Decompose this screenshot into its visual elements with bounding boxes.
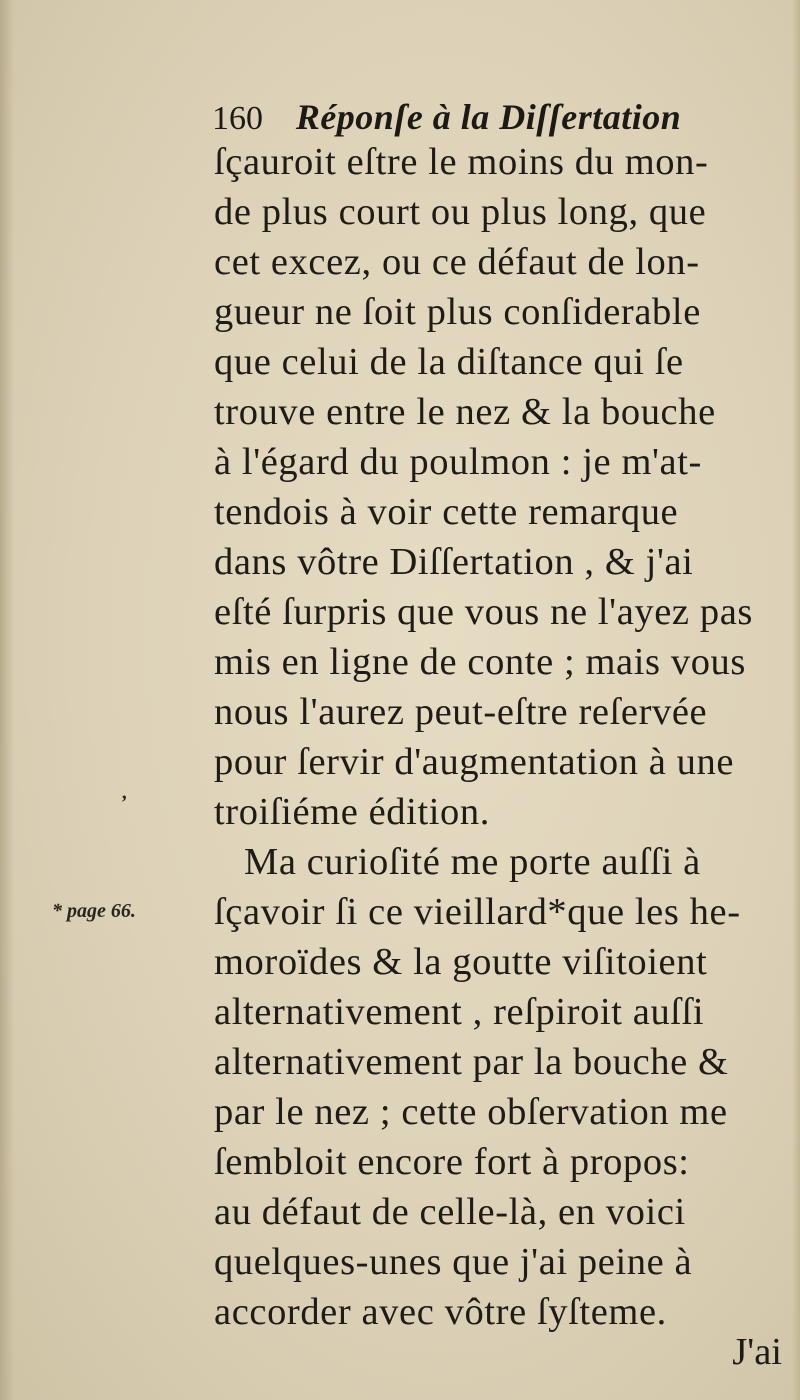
text-line: de plus court ou plus long, que (214, 191, 707, 233)
margin-reference: * page 66. (52, 900, 136, 922)
text-line: quelques-unes que j'ai peine à (214, 1241, 693, 1283)
text-line: ſçavoir ſi ce vieillard*que les he- (214, 891, 741, 933)
text-line: nous l'aurez peut-eſtre reſervée (214, 691, 708, 733)
margin-mark: ʼ (120, 792, 127, 814)
text-line: moroïdes & la goutte viſitoient (214, 941, 708, 983)
running-header (212, 96, 681, 138)
text-line: troiſiéme édition. (214, 791, 490, 833)
text-line: au défaut de celle-là, en voici (214, 1191, 686, 1233)
text-line: eſté ſurpris que vous ne l'ayez pas (214, 591, 753, 633)
text-line: trouve entre le nez & la bouche (214, 391, 716, 433)
catchword: J'ai (732, 1331, 782, 1373)
text-line: ſçauroit eſtre le moins du mon- (214, 141, 709, 183)
text-line: tendois à voir cette remarque (214, 491, 679, 533)
text-line: gueur ne ſoit plus conſiderable (214, 291, 701, 333)
text-line: que celui de la diſtance qui ſe (214, 341, 684, 383)
text-line: dans vôtre Diſſertation , & j'ai (214, 541, 694, 583)
text-line: mis en ligne de conte ; mais vous (214, 641, 746, 683)
text-line: cet excez, ou ce défaut de lon- (214, 241, 700, 283)
text-line: pour ſervir d'augmentation à une (214, 741, 735, 783)
text-line: par le nez ; cette obſervation me (214, 1091, 728, 1133)
text-line: ſembloit encore fort à propos: (214, 1141, 690, 1183)
paragraph-first-line: Ma curioſité me porte auſſi à (244, 841, 701, 883)
text-line: alternativement par la bouche & (214, 1041, 729, 1083)
text-line: à l'égard du poulmon : je m'at- (214, 441, 702, 483)
page-right-edge (792, 0, 800, 1400)
text-line: alternativement , reſpiroit auſſi (214, 991, 705, 1033)
running-title: Réponſe à la Diſſertation (295, 97, 682, 137)
page-gutter-shadow (0, 0, 14, 1400)
text-line: accorder avec vôtre ſyſteme. (214, 1291, 667, 1333)
page-number: 160 (212, 100, 263, 137)
